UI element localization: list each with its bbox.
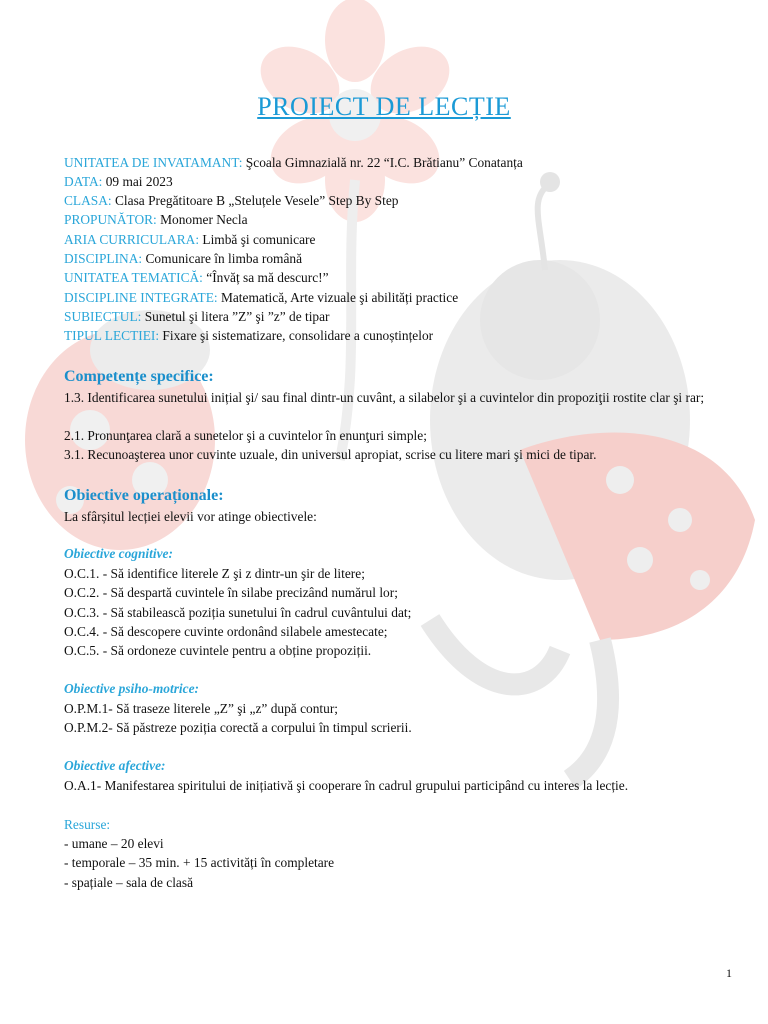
cognitive-heading: Obiective cognitive: xyxy=(64,546,173,561)
header-row xyxy=(64,192,398,210)
resurse-item: - umane – 20 elevi xyxy=(64,836,164,851)
header-value: Clasa Pregătitoare B „Steluțele Vesele” Step By Step xyxy=(111,193,399,208)
header-row xyxy=(64,289,458,307)
header-value: Monomer Necla xyxy=(156,212,248,227)
psiho-item: O.P.M.2- Să păstreze poziția corectă a corpului în timpul scrierii. xyxy=(64,720,412,735)
header-row xyxy=(64,308,330,326)
resurse-heading: Resurse: xyxy=(64,817,111,832)
competenta-item: 1.3. Identificarea sunetului inițial şi/ sau final dintr-un cuvânt, a silabelor şi a cuvintelor din propoziţii rostite clar şi rar; xyxy=(64,390,705,405)
header-label: PROPUNĂTOR: xyxy=(64,212,157,227)
cognitive-item: O.C.1. - Să identifice literele Z şi z dintr-un şir de litere; xyxy=(64,566,365,581)
header-row xyxy=(64,211,248,229)
header-row xyxy=(64,250,302,268)
psiho-item: O.P.M.1- Să traseze literele „Z” şi „z” după contur; xyxy=(64,701,339,716)
header-label: CLASA: xyxy=(64,193,112,208)
header-label: SUBIECTUL: xyxy=(64,309,142,324)
afective-item: O.A.1- Manifestarea spiritului de inițiativă şi cooperare în cadrul grupului participând cu interes la lecție. xyxy=(64,778,629,793)
psiho-heading: Obiective psiho-motrice: xyxy=(64,681,199,696)
resurse-item: - temporale – 35 min. + 15 activități în completare xyxy=(64,855,335,870)
obiective-heading: Obiective operaționale: xyxy=(64,487,224,504)
header-row xyxy=(64,327,433,345)
competenta-item: 2.1. Pronunţarea clară a sunetelor şi a cuvintelor în enunţuri simple; xyxy=(64,428,427,443)
header-value: Fixare şi sistematizare, consolidare a cunoștințelor xyxy=(159,328,434,343)
header-value: Comunicare în limba română xyxy=(142,251,303,266)
header-row xyxy=(64,269,329,287)
cognitive-item: O.C.4. - Să descopere cuvinte ordonând silabele amestecate; xyxy=(64,624,388,639)
header-value: Şcoala Gimnazială nr. 22 “I.C. Brătianu” Conatanța xyxy=(242,155,523,170)
header-row xyxy=(64,173,173,191)
header-value: Limbă şi comunicare xyxy=(199,232,316,247)
obiective-intro: La sfârșitul lecției elevii vor atinge obiectivele: xyxy=(64,509,317,524)
header-label: UNITATEA TEMATICĂ: xyxy=(64,270,203,285)
cognitive-item: O.C.5. - Să ordoneze cuvintele pentru a obține propoziții. xyxy=(64,643,372,658)
cognitive-item: O.C.2. - Să despartă cuvintele în silabe precizând numărul lor; xyxy=(64,585,398,600)
header-row xyxy=(64,154,523,172)
header-label: DISCIPLINE INTEGRATE: xyxy=(64,290,218,305)
header-value: 09 mai 2023 xyxy=(102,174,173,189)
page-number: 1 xyxy=(726,966,732,980)
header-label: UNITATEA DE INVATAMANT: xyxy=(64,155,243,170)
header-label: ARIA CURRICULARA: xyxy=(64,232,200,247)
afective-heading: Obiective afective: xyxy=(64,758,166,773)
cognitive-item: O.C.3. - Să stabilească poziția sunetului în cadrul cuvântului dat; xyxy=(64,605,412,620)
header-value: “Învăț sa mă descurc!” xyxy=(202,270,329,285)
resurse-item: - spațiale – sala de clasă xyxy=(64,875,194,890)
header-label: DATA: xyxy=(64,174,103,189)
header-label: TIPUL LECTIEI: xyxy=(64,328,160,343)
header-label: DISCIPLINA: xyxy=(64,251,143,266)
header-value: Matematică, Arte vizuale şi abilități practice xyxy=(217,290,459,305)
header-row xyxy=(64,231,315,249)
competenta-item: 3.1. Recunoaşterea unor cuvinte uzuale, din universul apropiat, scrise cu litere mari şi mici de tipar. xyxy=(64,447,597,462)
competente-heading: Competențe specifice: xyxy=(64,368,214,385)
page-title: PROIECT DE LECȚIE xyxy=(257,92,511,121)
header-value: Sunetul şi litera ”Z” şi ”z” de tipar xyxy=(141,309,330,324)
